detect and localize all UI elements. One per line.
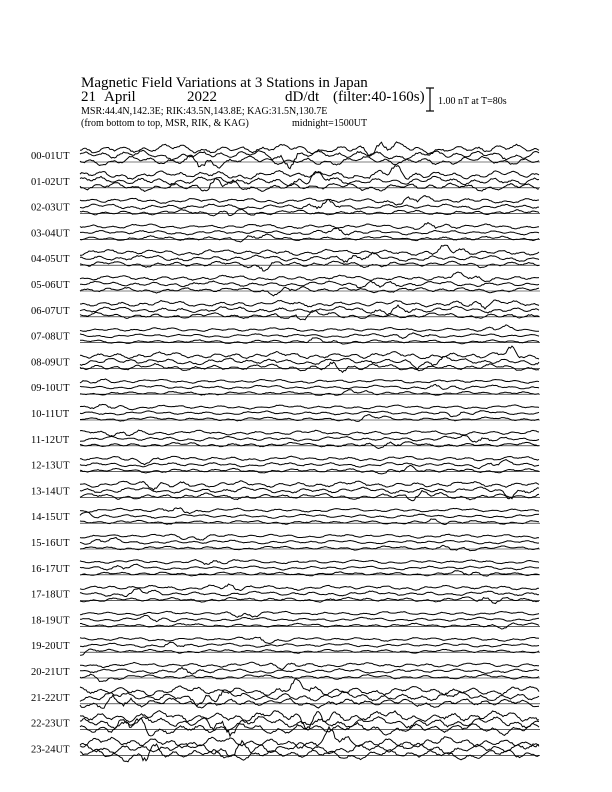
trace-kag — [80, 223, 539, 230]
trace-rik — [80, 512, 539, 518]
hour-label: 04-05UT — [31, 254, 70, 266]
hour-row — [31, 456, 540, 474]
trace-msr — [80, 545, 539, 550]
hour-row — [31, 346, 540, 372]
trace-msr — [80, 362, 539, 372]
hour-label: 19-20UT — [31, 641, 70, 653]
hour-row — [31, 534, 540, 551]
hour-row — [31, 508, 540, 525]
trace-kag — [80, 456, 539, 465]
trace-kag — [80, 662, 539, 669]
hour-row — [31, 481, 540, 501]
trace-rik — [80, 460, 539, 469]
hour-label: 07-08UT — [31, 331, 70, 343]
trace-msr — [80, 491, 539, 501]
trace-kag — [80, 272, 539, 282]
trace-rik — [80, 333, 539, 339]
trace-rik — [80, 384, 539, 389]
trace-rik — [80, 668, 539, 675]
hour-label: 06-07UT — [31, 305, 70, 317]
date-day: 21 — [81, 89, 96, 105]
chart-header — [81, 75, 425, 129]
hour-row — [31, 325, 540, 344]
date-year: 2022 — [187, 89, 217, 105]
scale-bar-label: 1.00 nT at T=80s — [438, 96, 507, 107]
trace-kag — [80, 430, 539, 436]
hour-label: 01-02UT — [31, 176, 70, 188]
trace-rik — [80, 564, 539, 570]
trace-msr — [80, 155, 539, 168]
hour-label: 16-17UT — [31, 563, 70, 575]
trace-rik — [80, 642, 539, 647]
trace-rik — [80, 538, 539, 545]
hour-row — [31, 611, 540, 629]
hour-label: 13-14UT — [31, 486, 70, 498]
chart-title: Magnetic Field Variations at 3 Stations in Japan — [81, 75, 368, 91]
hour-label: 05-06UT — [31, 280, 70, 291]
trace-kag — [80, 508, 539, 514]
hour-row — [31, 223, 540, 242]
hour-row — [31, 404, 540, 421]
trace-kag — [80, 325, 539, 332]
trace-msr — [80, 209, 539, 216]
trace-rik — [80, 228, 539, 235]
hour-label: 20-21UT — [31, 667, 70, 678]
trace-rik — [80, 589, 539, 597]
trace-kag — [80, 679, 539, 696]
trace-rik — [80, 487, 539, 499]
hour-rows — [31, 142, 540, 762]
trace-kag — [80, 166, 539, 180]
trace-kag — [80, 534, 539, 540]
hour-row — [31, 727, 540, 762]
trace-msr — [80, 415, 539, 422]
scale-bar — [426, 88, 507, 111]
trace-msr — [80, 234, 539, 242]
hour-row — [31, 560, 540, 577]
trace-kag — [80, 346, 539, 359]
trace-msr — [80, 519, 539, 525]
trace-rik — [80, 615, 539, 621]
trace-kag — [80, 245, 539, 255]
trace-kag — [80, 637, 539, 643]
hour-row — [31, 662, 540, 681]
trace-msr — [80, 465, 539, 474]
hour-label: 02-03UT — [31, 202, 70, 214]
trace-kag — [80, 584, 539, 591]
trace-rik — [80, 281, 539, 288]
quantity-label: dD/dt — [285, 89, 320, 105]
hour-label: 10-11UT — [31, 409, 70, 420]
hour-row — [31, 584, 540, 604]
trace-rik — [80, 172, 539, 186]
hour-label: 09-10UT — [31, 383, 70, 395]
filter-label: (filter:40-160s) — [333, 89, 425, 105]
trace-msr — [80, 338, 539, 344]
hour-label: 18-19UT — [31, 615, 70, 627]
hour-label: 08-09UT — [31, 357, 70, 369]
trace-kag — [80, 727, 539, 748]
hour-label: 17-18UT — [31, 589, 70, 601]
hour-label: 11-12UT — [31, 434, 70, 446]
trace-msr — [80, 623, 539, 629]
trace-msr — [80, 442, 539, 449]
hour-label: 23-24UT — [31, 744, 70, 756]
hour-row — [31, 142, 540, 169]
hour-label: 12-13UT — [31, 460, 70, 472]
midnight-line: midnight=1500UT — [292, 118, 368, 129]
trace-msr — [80, 178, 539, 191]
trace-msr — [80, 744, 539, 762]
hour-row — [31, 196, 540, 216]
hour-label: 22-23UT — [31, 718, 70, 730]
hour-row — [31, 166, 540, 192]
order-line: (from bottom to top, MSR, RIK, & KAG) — [81, 118, 249, 129]
hour-label: 14-15UT — [31, 512, 70, 524]
trace-rik — [80, 435, 539, 442]
hour-label: 00-01UT — [31, 151, 70, 162]
hour-row — [31, 245, 540, 271]
trace-msr — [80, 571, 539, 577]
hour-row — [31, 300, 540, 320]
trace-msr — [80, 261, 539, 271]
hour-row — [31, 379, 540, 395]
stations-line: MSR:44.4N,142.3E; RIK:43.5N,143.8E; KAG:31.5N,130.7E — [81, 106, 328, 117]
hour-label: 21-22UT — [31, 692, 70, 704]
trace-msr — [80, 597, 539, 604]
trace-kag — [80, 300, 539, 309]
hour-label: 03-04UT — [31, 228, 70, 240]
date-month: April — [104, 89, 136, 105]
trace-kag — [80, 142, 539, 156]
trace-kag — [80, 404, 539, 409]
trace-rik — [80, 411, 539, 417]
hour-row — [31, 679, 540, 709]
hour-row — [31, 637, 540, 655]
trace-kag — [80, 379, 539, 383]
trace-kag — [80, 560, 539, 565]
hour-row — [31, 711, 540, 736]
hour-row — [31, 272, 540, 296]
hour-row — [31, 430, 540, 448]
hour-label: 15-16UT — [31, 538, 70, 549]
